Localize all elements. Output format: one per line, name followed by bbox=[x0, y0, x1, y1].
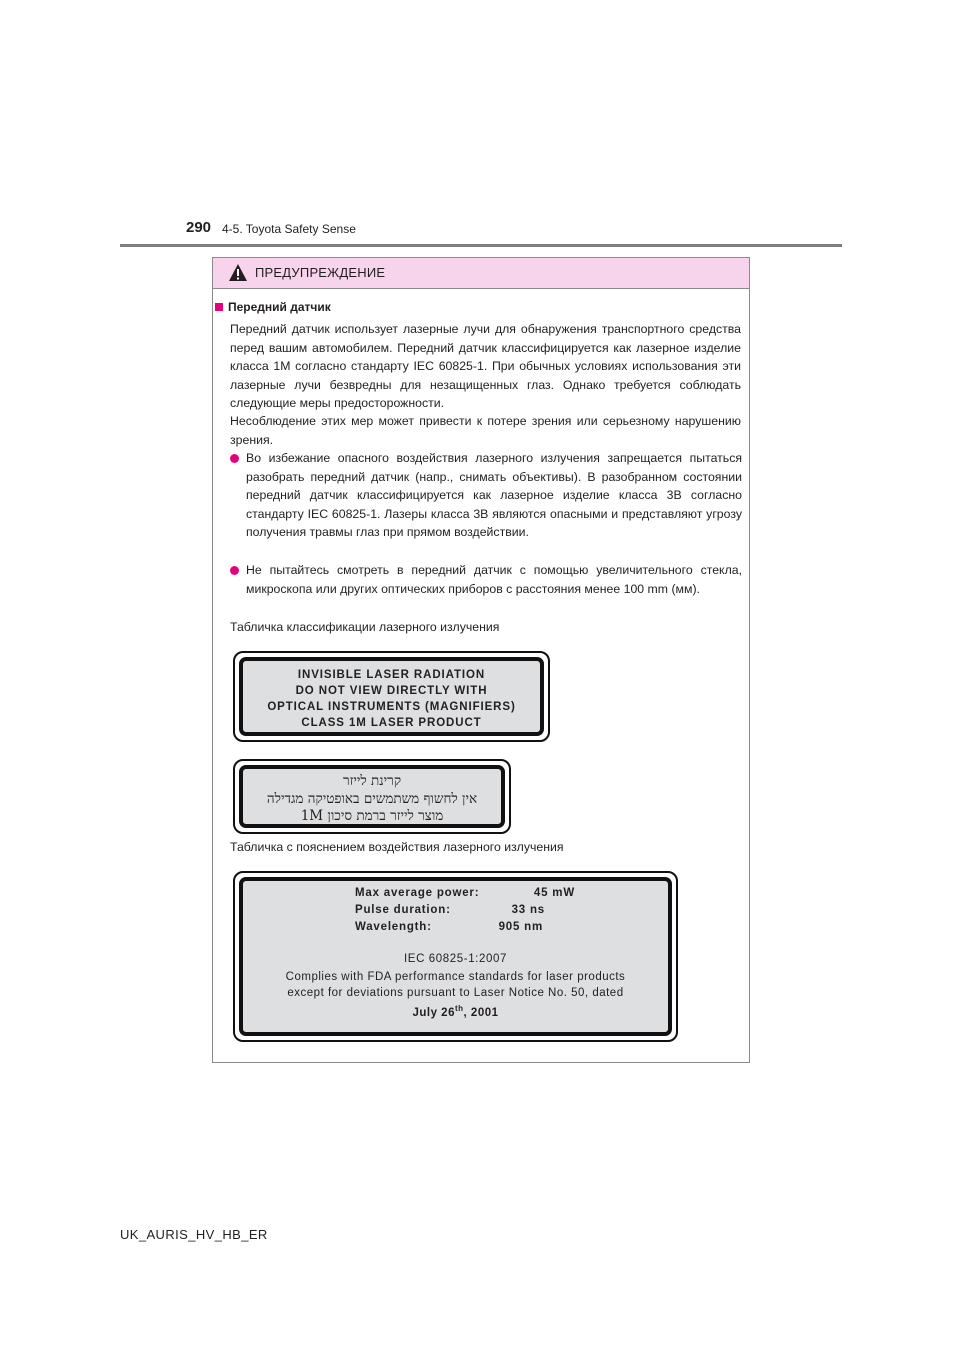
bullet-text: Не пытайтесь смотреть в передний датчик с помощью увеличительного стекла, микроскопа или других оптических приборов с расстояния менее 100 mm (мм). bbox=[246, 563, 743, 596]
intro-paragraph bbox=[230, 320, 741, 413]
label-line: DO NOT VIEW DIRECTLY WITH bbox=[295, 685, 488, 697]
subheading-text: Передний датчик bbox=[228, 300, 331, 314]
bullet-item-disassembly bbox=[230, 449, 742, 542]
intro-line: Несоблюдение этих мер может привести к потере зрения или серьезному bbox=[230, 414, 670, 428]
header-rule bbox=[120, 244, 842, 247]
intro-line: нарушению зрения. bbox=[230, 414, 741, 447]
warning-triangle-icon bbox=[228, 263, 248, 282]
bullet-text: Во избежание опасного воздействия лазерного излучения запрещается пытаться разобрать передний датчик (напр., снимать объективы). В разобранном состоянии передний датчик классифицируется как лазерное изделие класса 3B согласно стандарту IEC 60825-1. Лазеры класса 3B являются опасными и представляют угрозу получения травмы глаз при прямом воздействии. bbox=[246, 451, 742, 539]
bullet-item-optics bbox=[230, 561, 742, 598]
caption-explanation: Табличка с пояснением воздействия лазерного излучения bbox=[230, 840, 564, 854]
page-number: 290 bbox=[186, 219, 212, 236]
consequence-paragraph bbox=[230, 412, 741, 449]
hebrew-label-line: מוצר לייזר ברמת סיכון 1M bbox=[300, 808, 444, 824]
intro-line: лазерное изделие класса 1M согласно стандарту IEC 60825-1. При обычных bbox=[230, 340, 741, 373]
spec-row-wavelength: Wavelength: 905 nm bbox=[355, 921, 543, 933]
hebrew-label-line: קרינת לייזר bbox=[342, 773, 402, 789]
hebrew-label-line: אין לחשוף משתמשים באופטיקה מגדילה bbox=[266, 790, 478, 807]
square-bullet-icon bbox=[215, 303, 223, 311]
compliance-text: Complies with FDA performance standards for laser products except for deviations pursuant to Laser Notice No. 50, dated July 26th, 2001 bbox=[243, 970, 668, 1021]
spec-row-power: Max average power: 45 mW bbox=[355, 887, 575, 899]
laser-specification-label bbox=[233, 871, 678, 1042]
intro-line: глаз. Однако требуется соблюдать следующие меры предосторожности. bbox=[230, 377, 741, 410]
intro-line: средства перед вашим автомобилем. Передний датчик классифицируется как bbox=[230, 322, 742, 355]
intro-line: условиях использования эти лазерные лучи безвредны для незащищенных bbox=[230, 359, 742, 392]
hebrew-laser-label bbox=[233, 759, 511, 834]
laser-specification-label-inner bbox=[239, 877, 672, 1036]
label-line: INVISIBLE LASER RADIATION bbox=[297, 669, 486, 681]
page-header bbox=[186, 219, 786, 243]
laser-classification-label-inner bbox=[239, 657, 544, 736]
standard-line: IEC 60825-1:2007 bbox=[404, 953, 507, 965]
subheading-front-sensor bbox=[215, 300, 331, 314]
laser-classification-label bbox=[233, 651, 550, 742]
compliance-date: July 26th, 2001 bbox=[412, 1004, 499, 1019]
warning-label: ПРЕДУПРЕЖДЕНИЕ bbox=[255, 265, 386, 280]
document-code: UK_AURIS_HV_HB_ER bbox=[120, 1227, 268, 1242]
warning-header bbox=[213, 258, 749, 289]
caption-classification: Табличка классификации лазерного излучения bbox=[230, 620, 500, 634]
hebrew-laser-label-inner bbox=[239, 765, 505, 828]
round-bullet-icon bbox=[230, 454, 239, 463]
spec-table bbox=[355, 887, 575, 938]
label-line: OPTICAL INSTRUMENTS (MAGNIFIERS) bbox=[267, 701, 516, 713]
intro-line: Передний датчик использует лазерные лучи для обнаружения транспортного bbox=[230, 322, 685, 336]
label-line: CLASS 1M LASER PRODUCT bbox=[301, 717, 482, 729]
section-title: 4-5. Toyota Safety Sense bbox=[222, 222, 356, 236]
spec-row-pulse: Pulse duration: 33 ns bbox=[355, 904, 545, 916]
round-bullet-icon bbox=[230, 566, 239, 575]
